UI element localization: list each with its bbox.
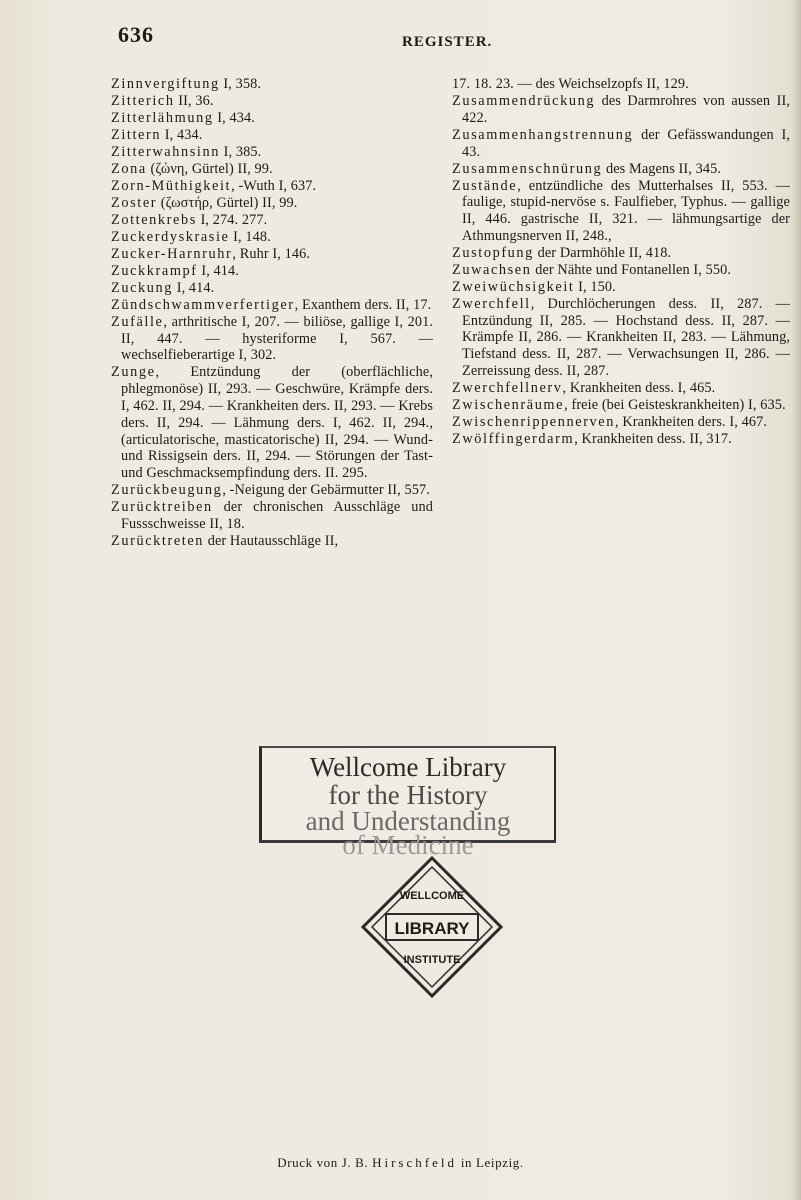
page-edge-shadow bbox=[791, 0, 801, 1200]
index-entry-term: Zottenkrebs bbox=[111, 211, 197, 228]
imprint-prefix: Druck von J. B. bbox=[277, 1155, 369, 1170]
index-entry-references: I, 434. bbox=[213, 109, 255, 126]
index-entry-references: der Darmhöhle II, 418. bbox=[533, 244, 672, 261]
index-entry-term: Zuckkrampf bbox=[111, 262, 198, 279]
index-entry-references: , Krankheiten dess. II, 317. bbox=[574, 430, 732, 447]
seal-top-text: WELLCOME bbox=[399, 890, 465, 902]
index-entry-term: Zufälle bbox=[111, 313, 164, 330]
index-entry-references: , entzündliche des Mutterhalses II, 553. — faulige, stupid-nervöse s. Faulfieber, Typhus. — gallige II, 446. gastrische II, 321. — lähmungsartige der Athmungsnerven II, 248., bbox=[462, 177, 790, 244]
index-entry-term: Zwerchfellnerv bbox=[452, 380, 563, 397]
stamp-line: for the History bbox=[328, 780, 488, 810]
index-entry bbox=[111, 364, 433, 482]
index-entry bbox=[452, 431, 790, 448]
printer-imprint bbox=[0, 1155, 801, 1171]
index-entry-references: I, 150. bbox=[574, 278, 616, 295]
index-entry-references: 17. 18. 23. — des Weichselzopfs II, 129. bbox=[452, 76, 689, 92]
index-entry bbox=[452, 397, 790, 414]
index-entry-term: Zündschwammverfertiger bbox=[111, 296, 295, 313]
index-entry-term: Zittern bbox=[111, 126, 162, 143]
index-entry bbox=[452, 127, 790, 161]
index-entry-references: der Nähte und Fontanellen I, 550. bbox=[531, 261, 732, 278]
index-entry-term: Zusammenhangstrennung bbox=[452, 126, 634, 143]
index-entry-references: , arthritische I, 207. — biliöse, gallige I, 201. II, 447. — hysteriforme I, 567. — wechselfieberartige I, 302. bbox=[121, 313, 433, 364]
index-entry-references: I, 358. bbox=[219, 76, 262, 92]
index-entry-references: II, 36. bbox=[174, 92, 214, 109]
index-entry bbox=[111, 93, 433, 110]
index-entry-references: , Entzündung der (oberflächliche, phlegmonöse) II, 293. — Geschwüre, Krämpfe ders. I, 462. II, 294. — Krankheiten ders. II, 293. — Krebs ders. II, 294. — Lähmung ders. I, 462. II, 294., (articulatorische, masticatorische) II, 294. — Wund- und Rissigsein ders. II, 294. — Störungen der Tast- und Geschmacksempfindung ders. II. 295. bbox=[121, 364, 433, 482]
index-entry-term: Zwölffingerdarm bbox=[452, 430, 575, 447]
index-entry-references: , Exanthem ders. II, 17. bbox=[294, 296, 432, 313]
index-entry bbox=[111, 280, 433, 297]
index-entry bbox=[111, 297, 433, 314]
index-entry bbox=[452, 414, 790, 431]
index-entry bbox=[111, 161, 433, 178]
index-entry-term: Zurücktreiben bbox=[111, 499, 213, 516]
index-entry bbox=[111, 144, 433, 161]
index-entry-term: Zurückbeugung bbox=[111, 482, 223, 499]
index-entry bbox=[111, 482, 433, 499]
index-entry bbox=[111, 212, 433, 229]
index-entry-references: I, 385. bbox=[219, 143, 262, 160]
index-entry-references: , -Neigung der Gebärmutter II, 557. bbox=[222, 482, 430, 499]
seal-center-text: LIBRARY bbox=[394, 919, 470, 938]
index-entry bbox=[111, 195, 433, 212]
index-entry bbox=[111, 533, 433, 550]
index-entry-references: , Ruhr I, 146. bbox=[232, 245, 311, 262]
index-entry bbox=[452, 279, 790, 296]
index-entry-term: Zuckerdyskrasie bbox=[111, 228, 230, 245]
index-column-left bbox=[111, 76, 433, 550]
imprint-name: Hirschfeld bbox=[372, 1155, 457, 1170]
index-entry bbox=[111, 229, 433, 246]
index-entry bbox=[452, 245, 790, 262]
index-entry-term: Zusammenschnürung bbox=[452, 160, 603, 177]
page-number: 636 bbox=[118, 22, 154, 47]
index-entry bbox=[111, 246, 433, 263]
index-entry-term: Zorn-Müthigkeit bbox=[111, 177, 232, 194]
index-entry bbox=[452, 296, 790, 380]
index-entry-term: Zona bbox=[111, 160, 147, 177]
index-entry-term: Zustopfung bbox=[452, 244, 534, 261]
stamp-line: and Understanding bbox=[305, 806, 511, 836]
index-entry-term: Zitterwahnsinn bbox=[111, 143, 220, 160]
index-entry bbox=[111, 127, 433, 144]
index-entry bbox=[452, 262, 790, 279]
index-entry-term: Zwischenräume bbox=[452, 397, 565, 414]
index-entry-term: Zuckung bbox=[111, 279, 174, 296]
index-entry-references: , -Wuth I, 637. bbox=[231, 177, 317, 194]
index-entry-references: I, 148. bbox=[229, 228, 271, 245]
stamp-line: Wellcome Library bbox=[309, 752, 507, 782]
index-entry-term: Zweiwüchsigkeit bbox=[452, 278, 575, 295]
index-entry-references: des Darmrohres von aussen II, 422. bbox=[462, 92, 790, 126]
index-entry-references: , freie (bei Geisteskrankheiten) I, 635. bbox=[564, 397, 786, 414]
index-entry-references: , Durchlöcherungen dess. II, 287. — Entzündung II, 285. — Hochstand dess. II, 287. — Krämpfe II, 286. — Krankheiten II, 283. — Lähmung, Tiefstand dess. II, 287. — Verwachsungen II, 286. — Zerreissung dess. II, 287. bbox=[462, 295, 790, 380]
index-entry bbox=[111, 263, 433, 280]
index-entry bbox=[111, 76, 433, 93]
index-entry-references: I, 414. bbox=[197, 262, 239, 279]
index-entry-term: Zusammendrückung bbox=[452, 92, 596, 109]
index-entry-term: Zitterich bbox=[111, 92, 175, 109]
index-entry-term: Zustände bbox=[452, 177, 518, 194]
index-entry-term: Zucker-Harnruhr bbox=[111, 245, 233, 262]
library-seal-icon bbox=[360, 855, 504, 999]
stamp-line: of Medicine bbox=[342, 830, 474, 860]
index-entry-references: der Gefässwandungen I, 43. bbox=[462, 126, 790, 160]
running-head: REGISTER. bbox=[402, 34, 493, 50]
index-entry-references: der Hautausschläge II, bbox=[204, 532, 339, 549]
index-entry bbox=[111, 314, 433, 364]
index-entry-references: I, 414. bbox=[173, 279, 215, 296]
index-entry-term: Zwischenrippennerven bbox=[452, 414, 616, 430]
index-entry-references: , Krankheiten dess. I, 465. bbox=[562, 380, 716, 397]
index-entry bbox=[452, 178, 790, 245]
index-entry-references: (ζώνη, Gürtel) II, 99. bbox=[146, 160, 273, 177]
index-entry bbox=[452, 93, 790, 127]
index-entry bbox=[452, 161, 790, 178]
index-entry bbox=[111, 178, 433, 195]
seal-bottom-text: INSTITUTE bbox=[403, 954, 461, 966]
imprint-suffix: in Leipzig. bbox=[460, 1155, 524, 1170]
index-entry-term: Zwerchfell bbox=[452, 295, 531, 312]
index-entry bbox=[452, 76, 790, 93]
index-column-right bbox=[452, 76, 790, 448]
library-stamp bbox=[259, 746, 556, 860]
index-entry-references: I, 274. 277. bbox=[196, 211, 268, 228]
index-entry-term: Zuwachsen bbox=[452, 261, 532, 278]
index-entry-term: Zunge bbox=[111, 364, 156, 381]
index-entry-term: Zitterlähmung bbox=[111, 109, 214, 126]
index-entry-term: Zinnvergiftung bbox=[111, 76, 220, 92]
index-entry-references: der chronischen Ausschläge und Fussschweisse II, 18. bbox=[121, 499, 433, 532]
index-entry bbox=[111, 110, 433, 127]
index-entry-references: I, 434. bbox=[161, 126, 203, 143]
index-entry-references: (ζωστήρ, Gürtel) II, 99. bbox=[157, 194, 298, 211]
index-entry-term: Zurücktreten bbox=[111, 532, 205, 549]
index-entry bbox=[111, 499, 433, 533]
index-entry-references: , Krankheiten ders. I, 467. bbox=[615, 414, 767, 430]
index-entry-term: Zoster bbox=[111, 194, 158, 211]
index-entry-references: des Magens II, 345. bbox=[602, 160, 722, 177]
index-entry bbox=[452, 380, 790, 397]
